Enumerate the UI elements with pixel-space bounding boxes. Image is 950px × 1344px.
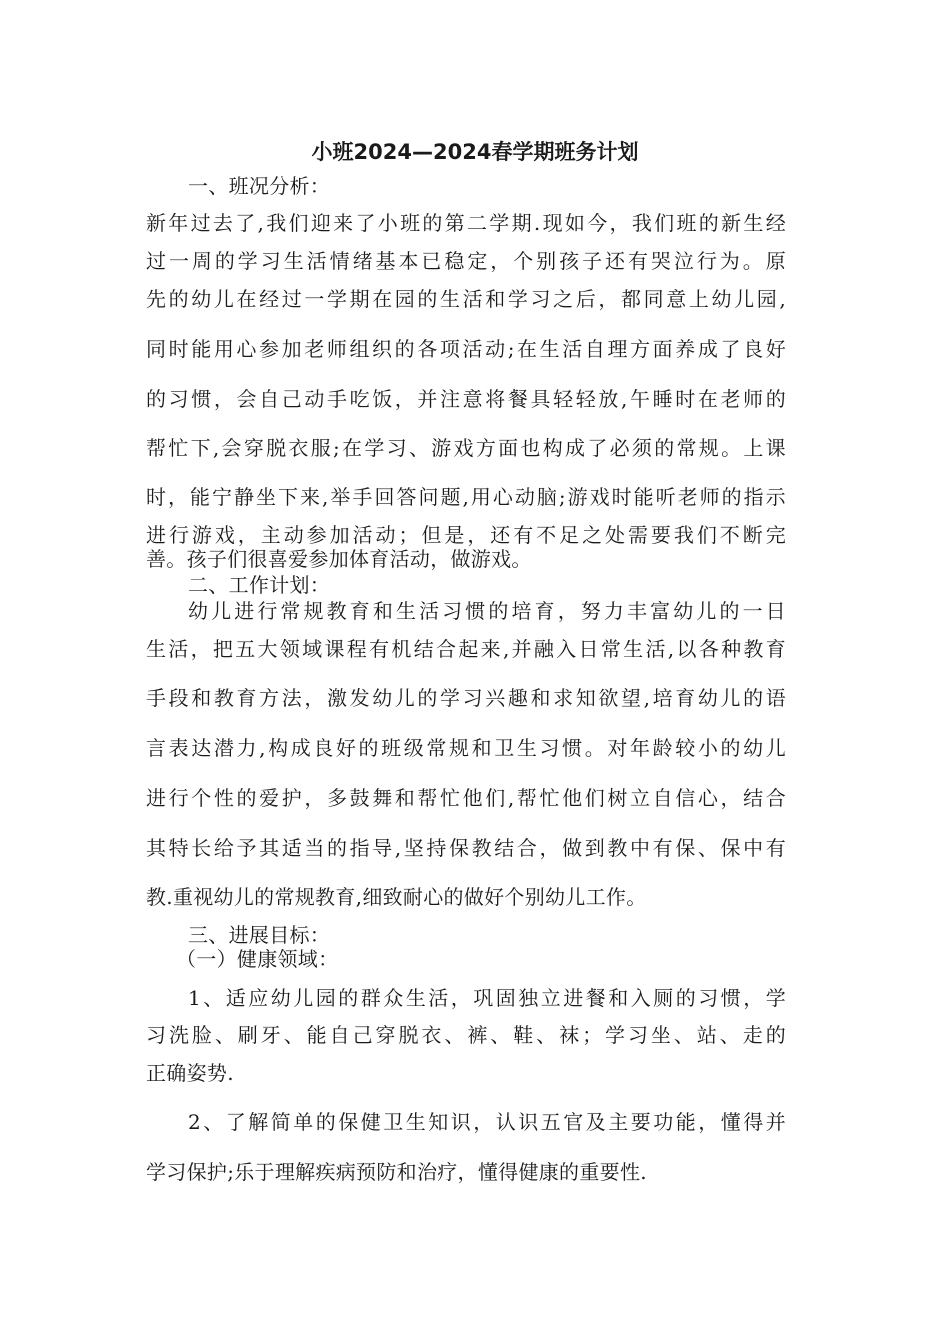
paragraph-line: 进行个性的爱护，多鼓舞和帮忙他们,帮忙他们树立自信心，结合: [146, 786, 786, 810]
paragraph-line: 新年过去了,我们迎来了小班的第二学期.现如今，我们班的新生经: [146, 211, 786, 235]
paragraph-line: 的习惯，会自己动手吃饭，并注意将餐具轻轻放,午睡时在老师的: [146, 387, 786, 411]
list-item-line: 习洗脸、刷牙、能自己穿脱衣、裤、鞋、袜；学习坐、站、走的: [146, 1023, 786, 1047]
section-heading-goals: 三、进展目标：: [188, 923, 331, 947]
paragraph-line: 生活，把五大领域课程有机结合起来,并融入日常生活,以各种教育: [146, 637, 786, 661]
section-heading-work-plan: 二、工作计划：: [188, 573, 331, 597]
list-item-line: 正确姿势.: [146, 1061, 234, 1085]
paragraph-line: 幼儿进行常规教育和生活习惯的培育，努力丰富幼儿的一日: [188, 599, 786, 623]
paragraph-line: 教.重视幼儿的常规教育,细致耐心的做好个别幼儿工作。: [146, 885, 647, 909]
paragraph-line: 先的幼儿在经过一学期在园的生活和学习之后，都同意上幼儿园,: [146, 287, 786, 311]
document-title: 小班2024—2024春学期班务计划: [311, 140, 639, 164]
paragraph-line: 善。孩子们很喜爱参加体育活动，做游戏。: [146, 547, 532, 571]
paragraph-line: 手段和教育方法，激发幼儿的学习兴趣和求知欲望,培育幼儿的语: [146, 686, 786, 710]
paragraph-line: 帮忙下,会穿脱衣服;在学习、游戏方面也构成了必须的常规。上课: [146, 436, 786, 460]
paragraph-line: 言表达潜力,构成良好的班级常规和卫生习惯。对年龄较小的幼儿: [146, 736, 786, 760]
list-item-line: 2、了解简单的保健卫生知识，认识五官及主要功能，懂得并: [188, 1110, 786, 1134]
paragraph-line: 同时能用心参加老师组织的各项活动;在生活自理方面养成了良好: [146, 337, 786, 361]
list-item-line: 1、适应幼儿园的群众生活，巩固独立进餐和入厕的习惯，学: [188, 986, 786, 1010]
paragraph-line: 时，能宁静坐下来,举手回答问题,用心动脑;游戏时能听老师的指示: [146, 485, 786, 509]
subsection-heading-health: （一）健康领域：: [176, 947, 339, 971]
paragraph-line: 进行游戏，主动参加活动；但是，还有不足之处需要我们不断完: [146, 523, 786, 547]
list-item-line: 学习保护;乐于理解疾病预防和治疗，懂得健康的重要性.: [146, 1160, 647, 1184]
paragraph-line: 其特长给予其适当的指导,坚持保教结合，做到教中有保、保中有: [146, 836, 786, 860]
paragraph-line: 过一周的学习生活情绪基本已稳定，个别孩子还有哭泣行为。原: [146, 249, 786, 273]
section-heading-situation: 一、班况分析：: [188, 174, 331, 198]
